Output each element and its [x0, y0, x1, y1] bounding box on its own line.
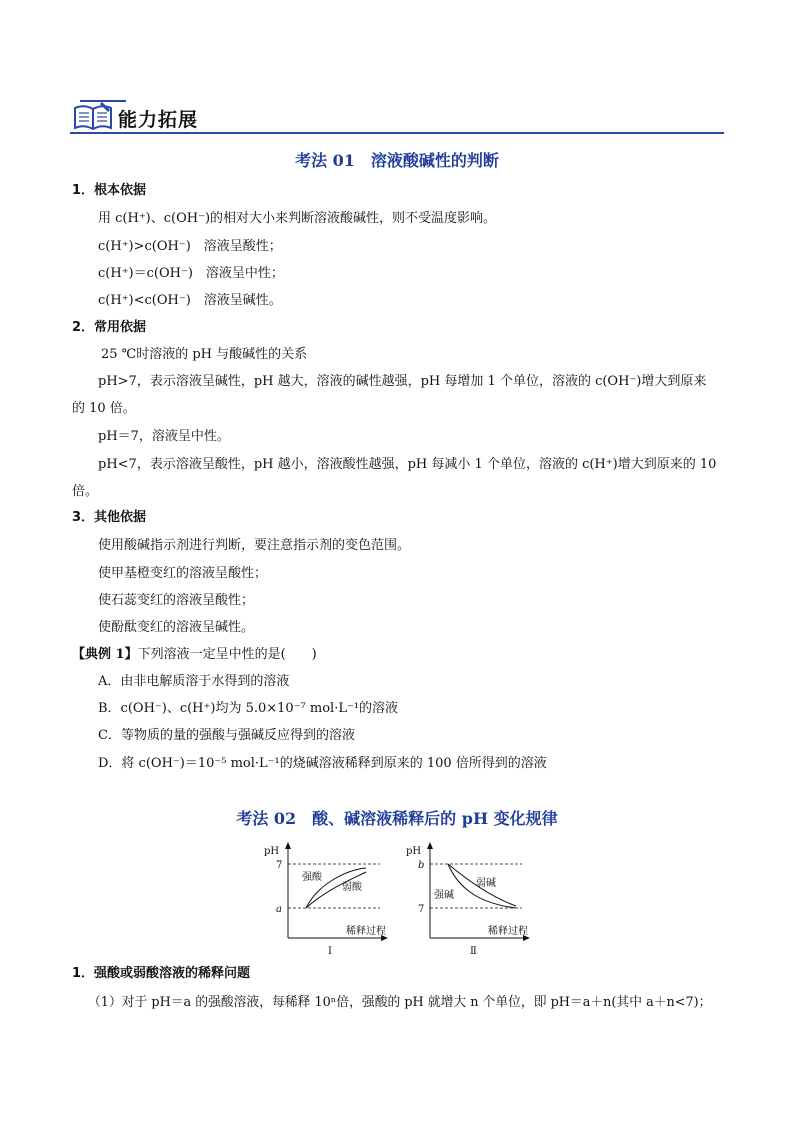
g1-caption: Ⅰ [328, 946, 332, 957]
g2-bottom-tick: 7 [418, 904, 425, 915]
s1-para-6b: 的 10 倍。 [72, 401, 136, 416]
graph-strong-weak-acid [262, 838, 392, 960]
g1-weak-label: 弱酸 [342, 882, 362, 893]
s1-para-4: c(H⁺)<c(OH⁻) 溶液呈碱性。 [98, 293, 282, 308]
header-bottom-rule [70, 132, 724, 134]
s1-heading-2: 2．常用依据 [72, 320, 147, 335]
s1-para-9: 使用酸碱指示剂进行判断，要注意指示剂的变色范围。 [98, 538, 411, 553]
s2-heading-1: 1．强酸或弱酸溶液的稀释问题 [72, 966, 251, 981]
section-header [70, 98, 724, 134]
option-b: B．c(OH⁻)、c(H⁺)均为 5.0×10⁻⁷ mol·L⁻¹的溶液 [98, 701, 399, 716]
g2-caption: Ⅱ [470, 946, 477, 957]
example-1 [72, 646, 317, 664]
s1-para-1: 用 c(H⁺)、c(OH⁻)的相对大小来判断溶液酸碱性，则不受温度影响。 [98, 211, 497, 226]
s1-para-2: c(H⁺)>c(OH⁻) 溶液呈酸性； [98, 239, 282, 254]
g1-ylabel: pH [264, 846, 280, 857]
graph-strong-weak-base [404, 838, 534, 960]
g2-weak-label: 弱碱 [476, 878, 496, 889]
s2-para-1: （1）对于 pH＝a 的强酸溶液，每稀释 10ⁿ倍，强酸的 pH 就增大 n 个单位，即 pH＝a＋n(其中 a＋n<7)； [88, 995, 712, 1010]
g2-strong-label: 强碱 [434, 890, 454, 901]
s1-heading-1: 1．根本依据 [72, 183, 147, 198]
g2-top-tick: b [418, 860, 425, 871]
s1-para-11: 使石蕊变红的溶液呈酸性； [98, 593, 255, 608]
g2-ylabel: pH [406, 846, 422, 857]
s1-para-7: pH＝7，溶液呈中性。 [98, 429, 230, 444]
g1-top-tick: 7 [276, 860, 283, 871]
g2-xlabel: 稀释过程 [488, 926, 528, 937]
g1-xlabel: 稀释过程 [346, 926, 386, 937]
s1-heading-3: 3．其他依据 [72, 510, 147, 525]
s1-para-12: 使酚酞变红的溶液呈碱性。 [98, 620, 255, 635]
option-a: A．由非电解质溶于水得到的溶液 [98, 674, 290, 689]
option-d: D．将 c(OH⁻)＝10⁻⁵ mol·L⁻¹的烧碱溶液稀释到原来的 100 倍所得到的溶液 [98, 756, 547, 771]
s1-para-6a: pH>7，表示溶液呈碱性，pH 越大，溶液的碱性越强，pH 每增加 1 个单位，溶液的 c(OH⁻)增大到原来 [98, 374, 707, 389]
example-question: 下列溶液一定呈中性的是( ) [137, 647, 317, 662]
s1-para-8b: 倍。 [72, 484, 99, 499]
s1-para-5: 25 ℃时溶液的 pH 与酸碱性的关系 [101, 347, 308, 362]
g1-bottom-tick: a [276, 904, 282, 915]
open-book-icon [72, 100, 114, 132]
option-c: C．等物质的量的强酸与强碱反应得到的溶液 [98, 728, 355, 743]
header-title: 能力拓展 [118, 109, 199, 131]
s1-para-10: 使甲基橙变红的溶液呈酸性； [98, 566, 268, 581]
s1-para-8a: pH<7，表示溶液呈酸性，pH 越小，溶液酸性越强，pH 每减小 1 个单位，溶液的 c(H⁺)增大到原来的 10 [98, 457, 717, 472]
example-label: 【典例 1】 [72, 647, 138, 662]
g1-strong-label: 强酸 [302, 872, 322, 883]
section1-title: 考法 01 溶液酸碱性的判断 [295, 151, 499, 170]
s1-para-3: c(H⁺)＝c(OH⁻) 溶液呈中性； [98, 266, 284, 281]
section2-title: 考法 02 酸、碱溶液稀释后的 pH 变化规律 [236, 809, 558, 828]
